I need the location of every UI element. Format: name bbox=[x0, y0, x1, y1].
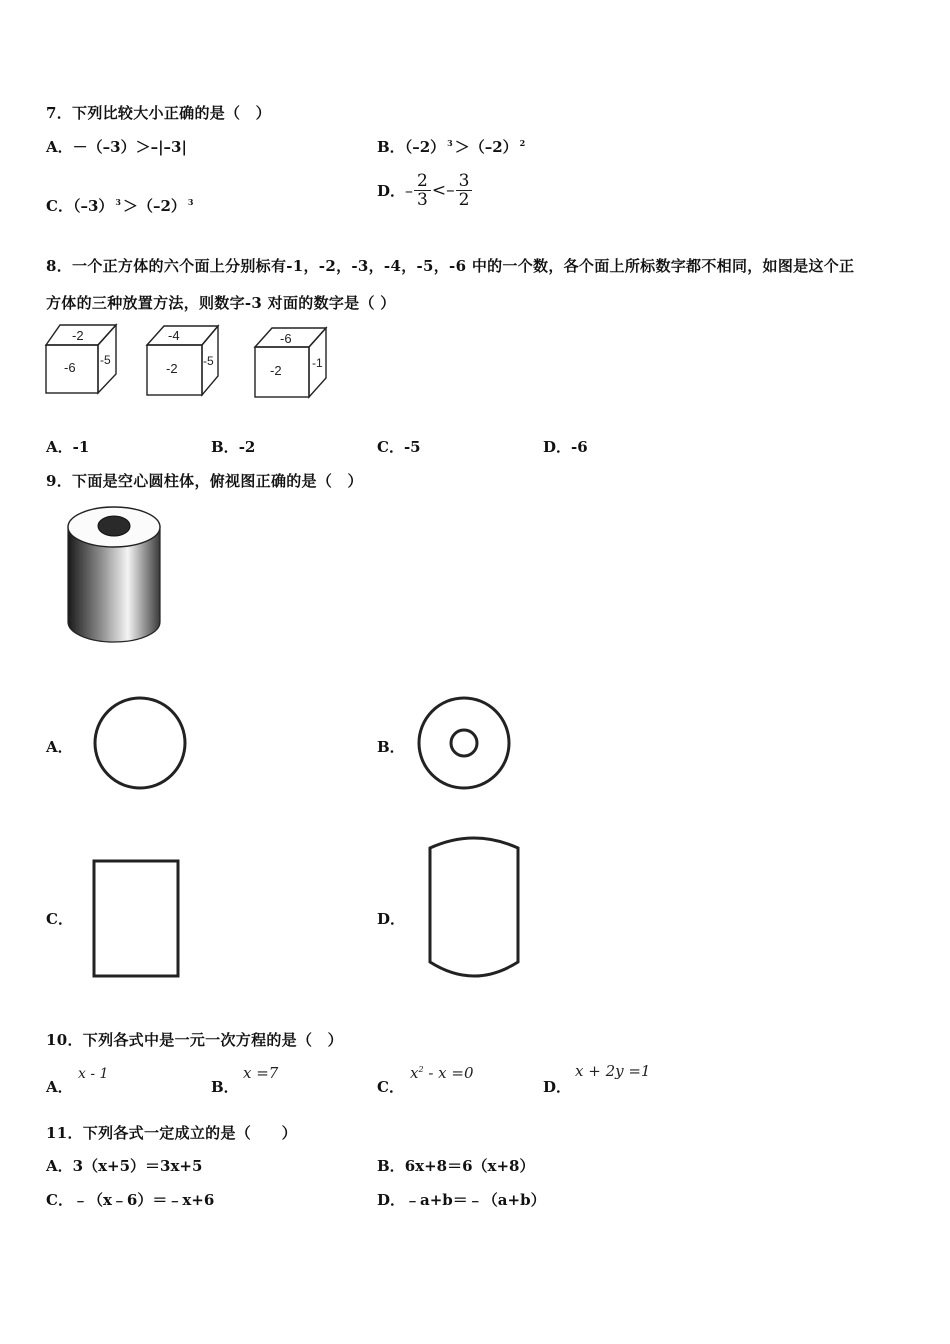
cube-3-side-label: -1 bbox=[312, 356, 323, 370]
cube-1-front-label: -6 bbox=[64, 360, 76, 375]
q9-option-a[interactable]: A． bbox=[46, 738, 73, 756]
option-d-curved-rectangle bbox=[430, 838, 518, 976]
q11-option-b-text: 6x+8＝6（x+8） bbox=[404, 1157, 535, 1175]
q7-option-d-label: D． bbox=[377, 182, 406, 200]
q10-option-c-x: x bbox=[410, 1064, 419, 1082]
cube-1 bbox=[46, 325, 116, 393]
q9-option-d[interactable]: D． bbox=[377, 910, 406, 928]
q8-stem-line1: 8．一个正方体的六个面上分别标有-1，-2，-3，-4，-5，-6 中的一个数，各个面上所标数字都不相同，如图是这个正 bbox=[46, 257, 855, 275]
q11-option-c-label: C． bbox=[46, 1191, 73, 1209]
q7-option-b-label: B． bbox=[377, 138, 405, 156]
q10-option-d[interactable]: D． bbox=[543, 1078, 572, 1096]
q9-option-c[interactable]: C． bbox=[46, 910, 73, 928]
cube-2-front-label: -2 bbox=[166, 361, 178, 376]
option-a-circle bbox=[95, 698, 185, 788]
q7-option-d-den1: 3 bbox=[417, 190, 428, 210]
q8-stem-line2: 方体的三种放置方法，则数字-3 对面的数字是（ ） bbox=[46, 294, 396, 312]
q7-option-d-num1: 2 bbox=[414, 172, 431, 191]
q7-option-b-base: （–2） bbox=[404, 138, 446, 156]
q7-option-b-exp2: 2 bbox=[519, 138, 526, 148]
q10-option-d-expr: x + 2y =1 bbox=[575, 1062, 651, 1080]
q8-option-c-value: -5 bbox=[403, 438, 421, 456]
q11-option-b[interactable] bbox=[377, 1155, 534, 1176]
q8-option-a[interactable] bbox=[46, 436, 89, 457]
cube-2-side-label: -5 bbox=[203, 354, 214, 368]
cube-1-top-label: -2 bbox=[72, 328, 84, 343]
q7-option-b-rel: ＞（–2） bbox=[454, 138, 518, 156]
q7-option-a-label: A． bbox=[46, 138, 73, 156]
q7-option-c[interactable] bbox=[46, 195, 195, 216]
q11-option-c-text: ﹣（x﹣6）＝﹣x+6 bbox=[72, 1191, 215, 1209]
cube-3 bbox=[255, 328, 326, 397]
q8-option-b[interactable] bbox=[211, 436, 255, 457]
q8-option-b-label: B． bbox=[211, 438, 239, 456]
q9-option-c-figure bbox=[88, 855, 186, 983]
q8-cube-figures bbox=[40, 320, 340, 405]
q11-stem: 11．下列各式一定成立的是（ ） bbox=[46, 1124, 297, 1142]
q11-option-d-label: D． bbox=[377, 1191, 406, 1209]
q7-option-b-exp1: 3 bbox=[447, 138, 453, 148]
q7-option-d[interactable] bbox=[377, 172, 473, 209]
q8-option-d-label: D． bbox=[543, 438, 572, 456]
cube-1-side-label: -5 bbox=[100, 353, 111, 367]
q10-option-b[interactable]: B． bbox=[211, 1078, 239, 1096]
option-c-rectangle bbox=[94, 861, 178, 976]
q7-option-d-rel: <– bbox=[431, 180, 455, 201]
q10-option-c-expr bbox=[410, 1064, 474, 1082]
q7-option-a[interactable] bbox=[46, 136, 187, 157]
q8-option-a-label: A． bbox=[46, 438, 73, 456]
q10-option-c[interactable]: C． bbox=[377, 1078, 404, 1096]
q10-stem: 10．下列各式中是一元一次方程的是（ ） bbox=[46, 1031, 343, 1049]
q11-option-d[interactable] bbox=[377, 1189, 546, 1210]
q9-option-d-figure bbox=[424, 832, 524, 984]
q7-option-d-den2: 2 bbox=[458, 190, 470, 210]
q7-option-c-rel: ＞（–2） bbox=[122, 197, 186, 215]
q9-stem: 9．下面是空心圆柱体，俯视图正确的是（ ） bbox=[46, 472, 363, 490]
q11-option-a-text: 3（x+5）＝3x+5 bbox=[72, 1157, 203, 1175]
q10-option-c-exp: 2 bbox=[418, 1065, 424, 1074]
q7-option-c-exp2: 3 bbox=[187, 197, 194, 207]
cube-2 bbox=[147, 326, 218, 395]
q11-option-d-text: ﹣a+b＝﹣（a+b） bbox=[405, 1191, 546, 1209]
q11-option-c[interactable] bbox=[46, 1189, 214, 1210]
q11-option-a[interactable] bbox=[46, 1155, 202, 1176]
q10-option-c-rest: - x =0 bbox=[423, 1064, 474, 1082]
q8-option-a-value: -1 bbox=[72, 438, 90, 456]
cube-3-top-label: -6 bbox=[280, 331, 292, 346]
q10-option-b-expr: x =7 bbox=[243, 1064, 279, 1082]
q7-option-c-base: （–3） bbox=[72, 197, 114, 215]
q9-option-b-figure bbox=[414, 693, 514, 793]
option-b-outer-circle bbox=[419, 698, 509, 788]
cube-2-top-face bbox=[147, 326, 218, 345]
cube-2-top-label: -4 bbox=[168, 328, 180, 343]
option-b-inner-circle bbox=[451, 730, 477, 756]
q8-option-c-label: C． bbox=[377, 438, 404, 456]
q11-option-a-label: A． bbox=[46, 1157, 73, 1175]
q9-option-a-figure bbox=[90, 693, 190, 793]
q8-option-d[interactable] bbox=[543, 436, 588, 457]
q7-stem: 7．下列比较大小正确的是（ ） bbox=[46, 104, 271, 122]
q10-option-a-expr: x - 1 bbox=[78, 1066, 109, 1082]
q8-option-d-value: -6 bbox=[571, 438, 588, 456]
q8-option-c[interactable] bbox=[377, 436, 421, 457]
q10-option-a[interactable]: A． bbox=[46, 1078, 73, 1096]
q7-option-c-label: C． bbox=[46, 197, 73, 215]
cube-3-front-label: -2 bbox=[270, 363, 282, 378]
cube-3-front-face bbox=[255, 347, 309, 397]
hollow-cylinder-figure bbox=[62, 500, 167, 648]
cylinder-hole bbox=[98, 516, 130, 536]
q9-option-b[interactable]: B． bbox=[377, 738, 405, 756]
q8-option-b-value: -2 bbox=[238, 438, 256, 456]
q7-option-d-fraction-2 bbox=[456, 172, 473, 209]
q7-option-c-exp1: 3 bbox=[115, 197, 121, 207]
q7-option-b[interactable] bbox=[377, 136, 527, 157]
q7-option-d-fraction-1 bbox=[414, 172, 431, 209]
q7-option-d-num2: 3 bbox=[456, 172, 473, 191]
q7-option-d-sign: – bbox=[405, 181, 414, 200]
q7-option-a-text: －（–3）＞–|–3| bbox=[72, 138, 187, 156]
q11-option-b-label: B． bbox=[377, 1157, 405, 1175]
